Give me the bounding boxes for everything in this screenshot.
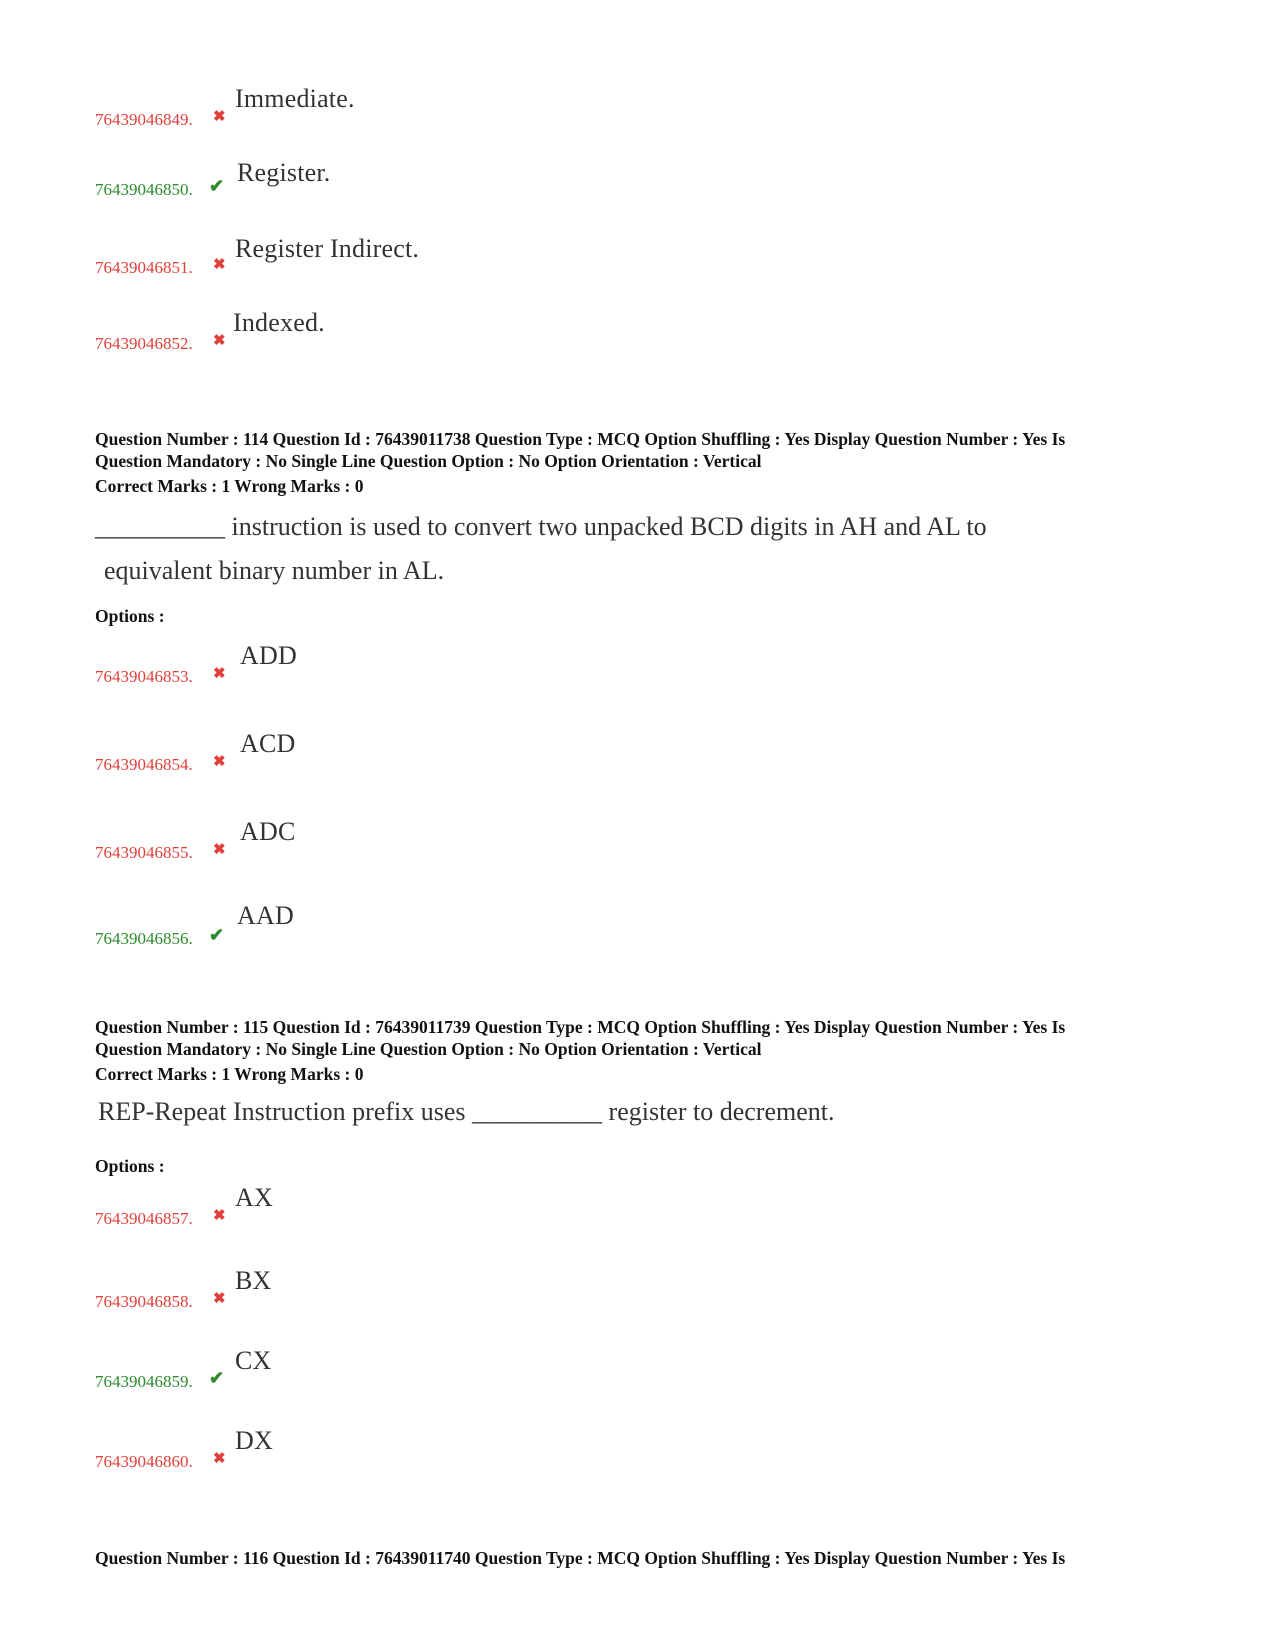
option-text: AAD [237, 901, 294, 930]
option-text: Indexed. [233, 308, 325, 337]
question-header-line: Question Number : 114 Question Id : 76439011738 Question Type : MCQ Option Shuffling : Yes Display Question Number : Yes Is [95, 429, 1066, 449]
option-id: 76439046857. [95, 1209, 193, 1228]
option-text: ADD [240, 641, 297, 670]
option-text: BX [235, 1266, 272, 1295]
option-row [95, 1183, 1095, 1247]
question-header [95, 428, 1185, 472]
option-text: ACD [240, 729, 296, 758]
wrong-mark-icon: ✖ [213, 666, 226, 682]
option-text: CX [235, 1346, 272, 1375]
option-id: 76439046853. [95, 667, 193, 686]
options-label: Options : [95, 1156, 165, 1176]
option-id: 76439046850. [95, 180, 193, 199]
option-id: 76439046855. [95, 843, 193, 862]
option-row [95, 84, 1095, 148]
wrong-mark-icon: ✖ [213, 754, 226, 770]
wrong-mark-icon: ✖ [213, 109, 226, 125]
option-text: DX [235, 1426, 273, 1455]
option-id: 76439046851. [95, 258, 193, 277]
wrong-mark-icon: ✖ [213, 1208, 226, 1224]
option-id: 76439046860. [95, 1452, 193, 1471]
option-id: 76439046859. [95, 1372, 193, 1391]
wrong-mark-icon: ✖ [213, 257, 226, 273]
marks-info: Correct Marks : 1 Wrong Marks : 0 [95, 476, 364, 496]
wrong-mark-icon: ✖ [213, 1451, 226, 1467]
question-header [95, 1547, 1185, 1569]
options-label: Options : [95, 606, 165, 626]
option-row [95, 234, 1095, 298]
question-header-line: Question Mandatory : No Single Line Question Option : No Option Orientation : Vertical [95, 451, 762, 471]
correct-check-icon: ✔ [209, 176, 225, 196]
option-text: Register. [237, 158, 331, 187]
option-row [95, 1266, 1095, 1330]
question-header-line: Question Mandatory : No Single Line Question Option : No Option Orientation : Vertical [95, 1039, 762, 1059]
option-row [95, 308, 1095, 372]
option-row [95, 1346, 1095, 1410]
option-row [95, 641, 1095, 705]
question-header-line: Question Number : 116 Question Id : 76439011740 Question Type : MCQ Option Shuffling : Yes Display Question Number : Yes Is [95, 1548, 1066, 1568]
option-id: 76439046856. [95, 929, 193, 948]
option-text: Immediate. [235, 84, 355, 113]
question-text: equivalent binary number in AL. [104, 556, 445, 585]
wrong-mark-icon: ✖ [213, 842, 226, 858]
correct-check-icon: ✔ [209, 925, 225, 945]
question-header [95, 1016, 1185, 1060]
wrong-mark-icon: ✖ [213, 1291, 226, 1307]
option-row [95, 1426, 1095, 1490]
correct-check-icon: ✔ [209, 1368, 225, 1388]
option-text: Register Indirect. [235, 234, 420, 263]
question-header-line: Question Number : 115 Question Id : 76439011739 Question Type : MCQ Option Shuffling : Yes Display Question Number : Yes Is [95, 1017, 1066, 1037]
option-row [95, 901, 1095, 965]
option-text: ADC [240, 817, 296, 846]
question-text: REP-Repeat Instruction prefix uses __________ register to decrement. [98, 1097, 835, 1126]
option-row [95, 817, 1095, 881]
option-row [95, 158, 1095, 222]
option-id: 76439046849. [95, 110, 193, 129]
option-id: 76439046852. [95, 334, 193, 353]
option-id: 76439046858. [95, 1292, 193, 1311]
option-id: 76439046854. [95, 755, 193, 774]
wrong-mark-icon: ✖ [213, 333, 226, 349]
option-row [95, 729, 1095, 793]
question-text: __________ instruction is used to convert two unpacked BCD digits in AH and AL to [95, 512, 987, 541]
option-text: AX [235, 1183, 273, 1212]
marks-info: Correct Marks : 1 Wrong Marks : 0 [95, 1064, 364, 1084]
